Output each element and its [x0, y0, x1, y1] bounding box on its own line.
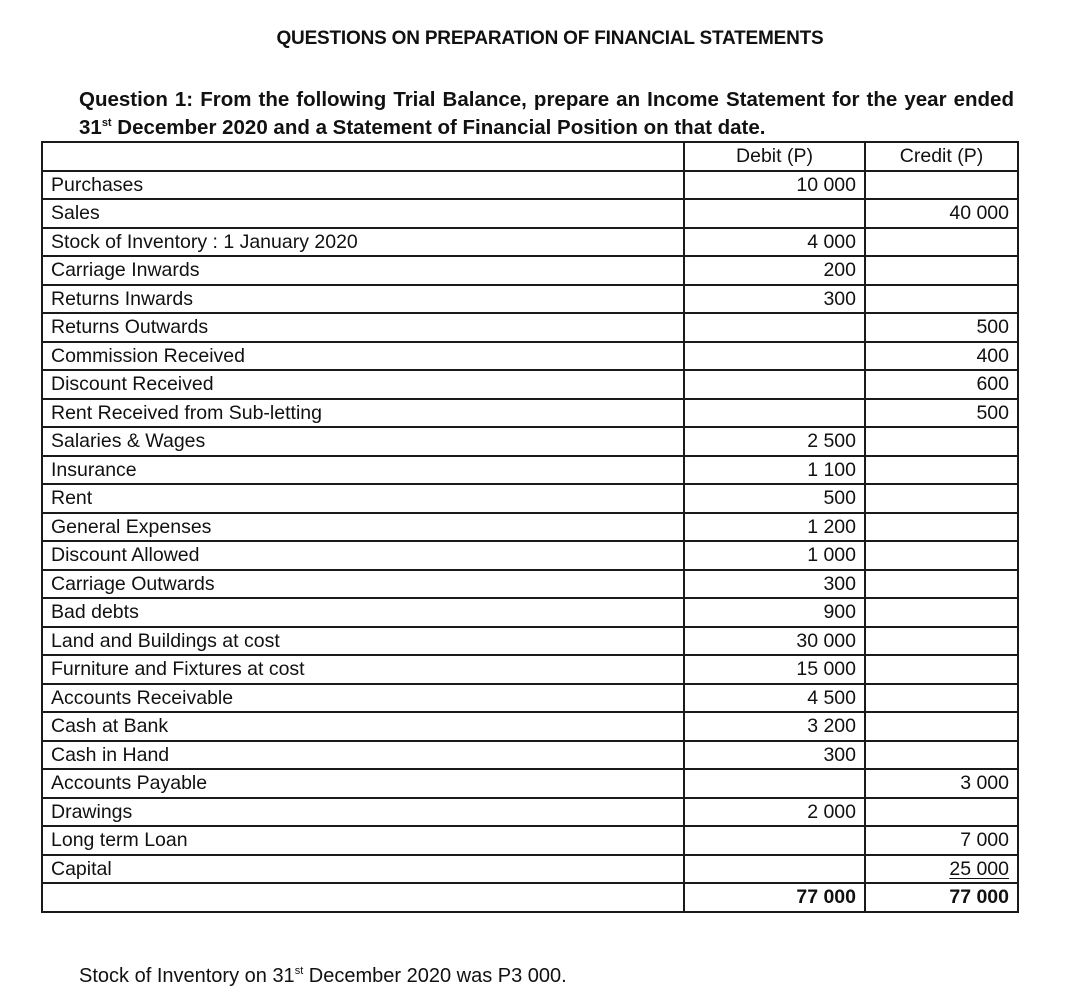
debit-amount	[684, 313, 865, 342]
table-row	[42, 256, 1018, 285]
footnote-ordinal-suffix: st	[294, 965, 304, 977]
credit-amount	[865, 741, 1018, 770]
table-row	[42, 798, 1018, 827]
account-name: Returns Inwards	[42, 285, 684, 314]
account-name: Furniture and Fixtures at cost	[42, 655, 684, 684]
credit-amount	[865, 427, 1018, 456]
debit-amount	[684, 370, 865, 399]
credit-amount: 25 000	[865, 855, 1018, 884]
table-row	[42, 427, 1018, 456]
table-row	[42, 684, 1018, 713]
question-label: Question 1:	[79, 88, 194, 111]
account-name: Stock of Inventory : 1 January 2020	[42, 228, 684, 257]
debit-amount: 1 000	[684, 541, 865, 570]
account-name: Accounts Payable	[42, 769, 684, 798]
table-row	[42, 741, 1018, 770]
table-row	[42, 285, 1018, 314]
credit-amount: 3 000	[865, 769, 1018, 798]
account-name: Carriage Outwards	[42, 570, 684, 599]
debit-amount	[684, 769, 865, 798]
totals-row	[42, 883, 1018, 912]
debit-amount: 3 200	[684, 712, 865, 741]
header-debit: Debit (P)	[684, 142, 865, 171]
debit-amount: 2 000	[684, 798, 865, 827]
credit-amount	[865, 598, 1018, 627]
table-row	[42, 855, 1018, 884]
account-name: Salaries & Wages	[42, 427, 684, 456]
debit-amount: 300	[684, 285, 865, 314]
totals-label	[42, 883, 684, 912]
table-row	[42, 655, 1018, 684]
account-name: Cash at Bank	[42, 712, 684, 741]
credit-amount	[865, 228, 1018, 257]
account-name: Accounts Receivable	[42, 684, 684, 713]
account-name: General Expenses	[42, 513, 684, 542]
table-row	[42, 627, 1018, 656]
footnote	[79, 965, 567, 988]
credit-amount: 400	[865, 342, 1018, 371]
question-body-end: December 2020 and a Statement of Financial Position on that date.	[111, 116, 766, 139]
table-row	[42, 570, 1018, 599]
credit-amount	[865, 541, 1018, 570]
table-row	[42, 712, 1018, 741]
debit-amount: 4 000	[684, 228, 865, 257]
account-name: Drawings	[42, 798, 684, 827]
table-row	[42, 370, 1018, 399]
credit-amount: 40 000	[865, 199, 1018, 228]
account-name: Sales	[42, 199, 684, 228]
credit-amount	[865, 570, 1018, 599]
debit-amount	[684, 399, 865, 428]
table-row	[42, 769, 1018, 798]
page-title: QUESTIONS ON PREPARATION OF FINANCIAL STATEMENTS	[276, 28, 824, 49]
table-row	[42, 342, 1018, 371]
debit-amount	[684, 342, 865, 371]
debit-amount: 1 100	[684, 456, 865, 485]
credit-amount	[865, 484, 1018, 513]
table-row	[42, 826, 1018, 855]
trial-balance-table	[41, 141, 1019, 913]
debit-amount: 15 000	[684, 655, 865, 684]
debit-amount: 30 000	[684, 627, 865, 656]
account-name: Discount Received	[42, 370, 684, 399]
account-name: Rent	[42, 484, 684, 513]
account-name: Discount Allowed	[42, 541, 684, 570]
debit-amount: 300	[684, 570, 865, 599]
footnote-text-end: December 2020 was P3 000.	[303, 965, 567, 987]
trial-balance-body	[42, 142, 1018, 912]
table-row	[42, 513, 1018, 542]
date-ordinal-suffix: st	[101, 117, 112, 129]
debit-amount: 300	[684, 741, 865, 770]
table-row	[42, 484, 1018, 513]
account-name: Returns Outwards	[42, 313, 684, 342]
credit-amount	[865, 256, 1018, 285]
debit-amount: 900	[684, 598, 865, 627]
header-credit: Credit (P)	[865, 142, 1018, 171]
table-row	[42, 598, 1018, 627]
table-row	[42, 313, 1018, 342]
credit-amount	[865, 627, 1018, 656]
credit-amount	[865, 285, 1018, 314]
account-name: Purchases	[42, 171, 684, 200]
total-credit: 77 000	[865, 883, 1018, 912]
credit-amount	[865, 456, 1018, 485]
debit-amount: 500	[684, 484, 865, 513]
table-row	[42, 199, 1018, 228]
account-name: Long term Loan	[42, 826, 684, 855]
debit-amount: 4 500	[684, 684, 865, 713]
table-row	[42, 228, 1018, 257]
credit-amount	[865, 798, 1018, 827]
table-row	[42, 456, 1018, 485]
account-name: Insurance	[42, 456, 684, 485]
table-header-row	[42, 142, 1018, 171]
debit-amount	[684, 826, 865, 855]
question-body: From the following Trial Balance, prepare an Income Statement for the year ended 31	[79, 88, 1014, 139]
table-row	[42, 541, 1018, 570]
account-name: Cash in Hand	[42, 741, 684, 770]
account-name: Rent Received from Sub-letting	[42, 399, 684, 428]
debit-amount: 200	[684, 256, 865, 285]
header-account	[42, 142, 684, 171]
account-name: Commission Received	[42, 342, 684, 371]
debit-amount: 2 500	[684, 427, 865, 456]
debit-amount	[684, 199, 865, 228]
credit-amount	[865, 684, 1018, 713]
total-debit: 77 000	[684, 883, 865, 912]
table-row	[42, 171, 1018, 200]
account-name: Land and Buildings at cost	[42, 627, 684, 656]
credit-amount	[865, 513, 1018, 542]
credit-amount	[865, 655, 1018, 684]
credit-amount: 500	[865, 313, 1018, 342]
debit-amount	[684, 855, 865, 884]
credit-amount: 600	[865, 370, 1018, 399]
credit-amount	[865, 712, 1018, 741]
question-text	[79, 86, 1014, 142]
debit-amount: 10 000	[684, 171, 865, 200]
debit-amount: 1 200	[684, 513, 865, 542]
credit-amount: 7 000	[865, 826, 1018, 855]
credit-amount: 500	[865, 399, 1018, 428]
account-name: Carriage Inwards	[42, 256, 684, 285]
credit-amount	[865, 171, 1018, 200]
account-name: Capital	[42, 855, 684, 884]
footnote-text: Stock of Inventory on 31	[79, 965, 295, 987]
table-row	[42, 399, 1018, 428]
account-name: Bad debts	[42, 598, 684, 627]
